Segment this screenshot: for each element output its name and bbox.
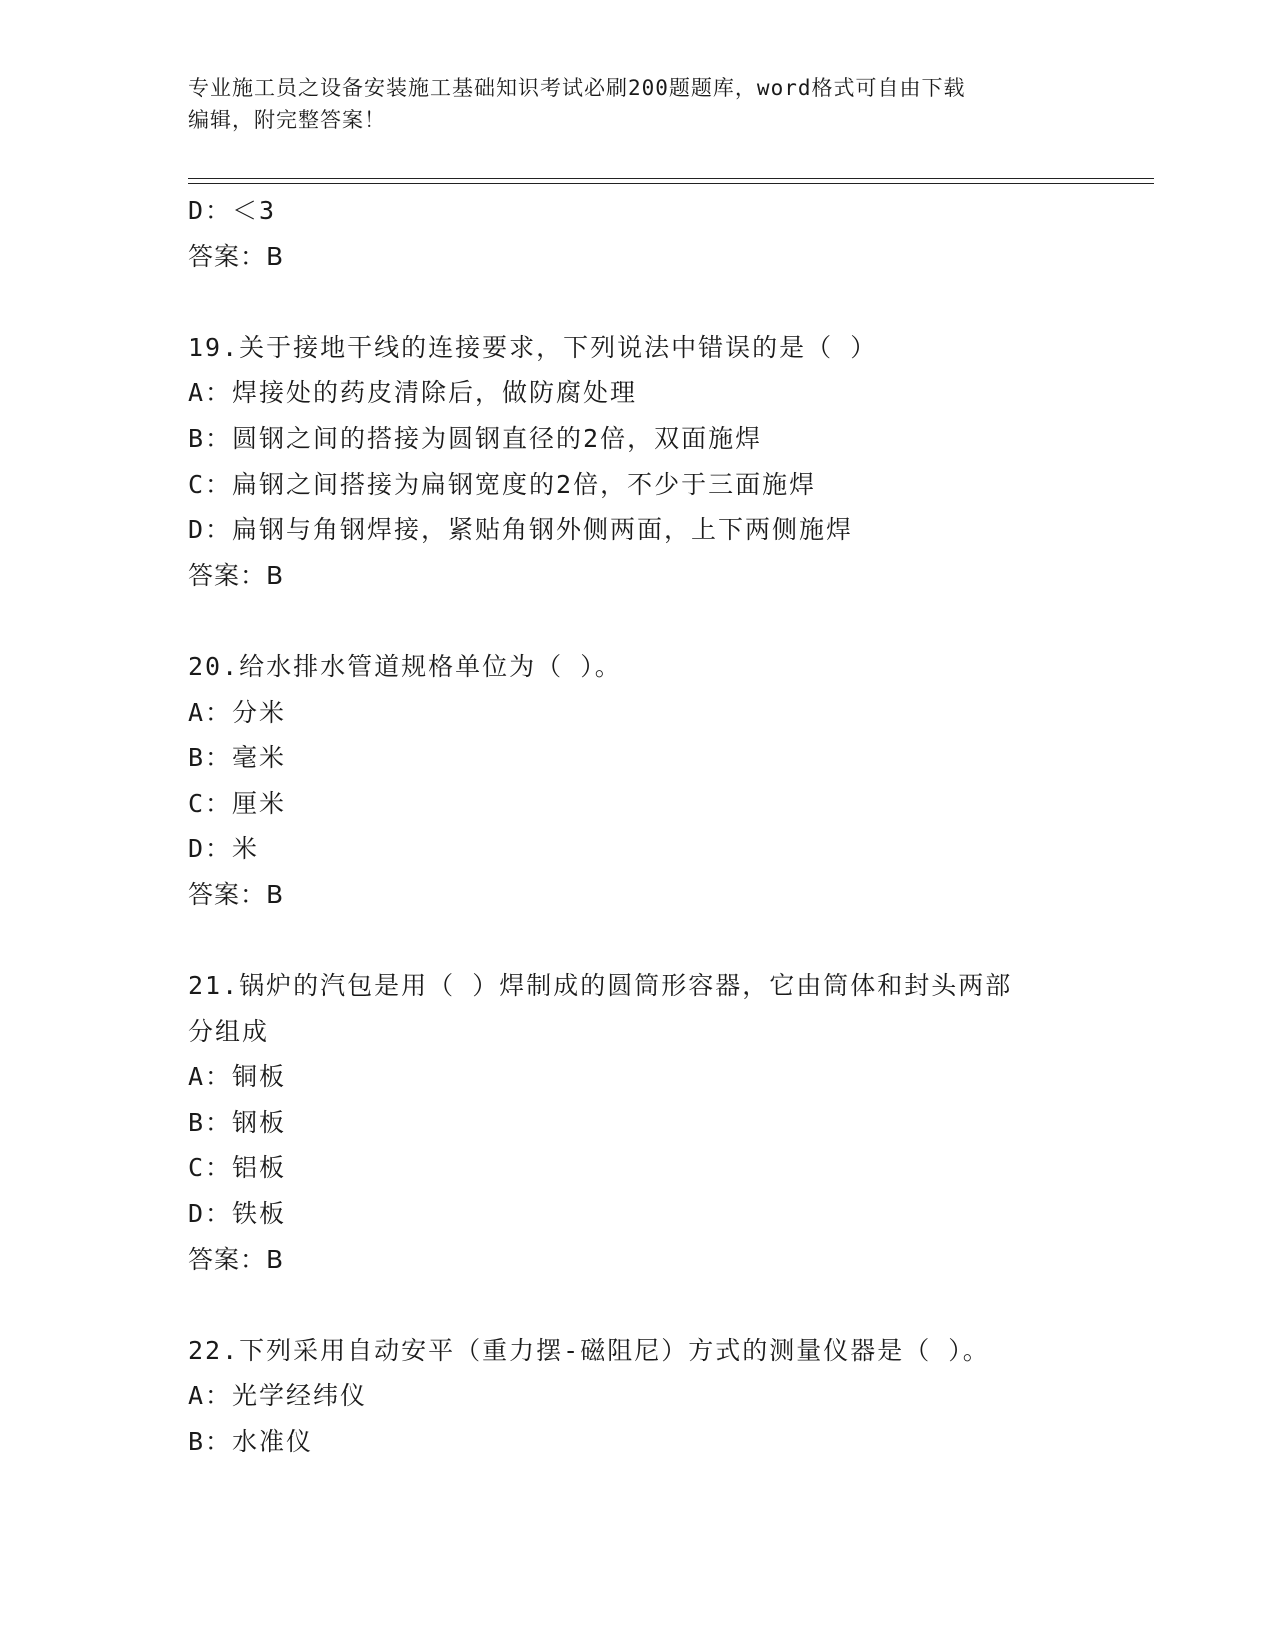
question-list (188, 188, 1088, 1465)
spacer (188, 1282, 1088, 1328)
option-a: A：铜板 (188, 1062, 287, 1092)
question-stem: 19.关于接地干线的连接要求，下列说法中错误的是（ ） (188, 332, 878, 362)
question-21 (188, 963, 1088, 1282)
option-c: C：厘米 (188, 788, 287, 818)
spacer (188, 279, 1088, 325)
option-a: A：分米 (188, 697, 287, 727)
question-stem-line-2: 分组成 (188, 1016, 270, 1046)
option-c: C：扁钢之间搭接为扁钢宽度的2倍，不少于三面施焊 (188, 469, 817, 499)
question-22 (188, 1328, 1088, 1465)
question-stem: 20.给水排水管道规格单位为（ ）。 (188, 651, 622, 681)
option-b: B：毫米 (188, 743, 287, 773)
question-stem: 22.下列采用自动安平（重力摆-磁阻尼）方式的测量仪器是（ ）。 (188, 1335, 990, 1365)
document-header (188, 72, 1068, 136)
header-line-2: 编辑，附完整答案！ (188, 108, 386, 132)
option-d: D：米 (188, 834, 260, 864)
question-19 (188, 325, 1088, 599)
option-b: B：水准仪 (188, 1427, 314, 1457)
spacer (188, 918, 1088, 964)
answer-line: 答案：B (188, 241, 285, 271)
header-divider-bottom (188, 183, 1154, 184)
previous-question-tail (188, 188, 1088, 279)
header-divider-top (188, 178, 1154, 179)
option-d: D：铁板 (188, 1199, 287, 1229)
question-stem-line-1: 21.锅炉的汽包是用（ ）焊制成的圆筒形容器，它由筒体和封头两部 (188, 971, 1013, 1001)
option-d: D：＜3 (188, 196, 277, 225)
spacer (188, 598, 1088, 644)
option-d: D：扁钢与角钢焊接，紧贴角钢外侧两面，上下两侧施焊 (188, 515, 854, 545)
answer-line: 答案：B (188, 560, 285, 590)
option-c: C：铝板 (188, 1153, 287, 1183)
option-b: B：钢板 (188, 1107, 287, 1137)
question-20 (188, 644, 1088, 918)
answer-line: 答案：B (188, 1244, 285, 1274)
option-a: A：光学经纬仪 (188, 1381, 368, 1411)
answer-line: 答案：B (188, 879, 285, 909)
header-line-1: 专业施工员之设备安装施工基础知识考试必刷200题题库，word格式可自由下载 (188, 76, 966, 100)
option-b: B：圆钢之间的搭接为圆钢直径的2倍，双面施焊 (188, 423, 763, 453)
option-a: A：焊接处的药皮清除后，做防腐处理 (188, 378, 638, 408)
